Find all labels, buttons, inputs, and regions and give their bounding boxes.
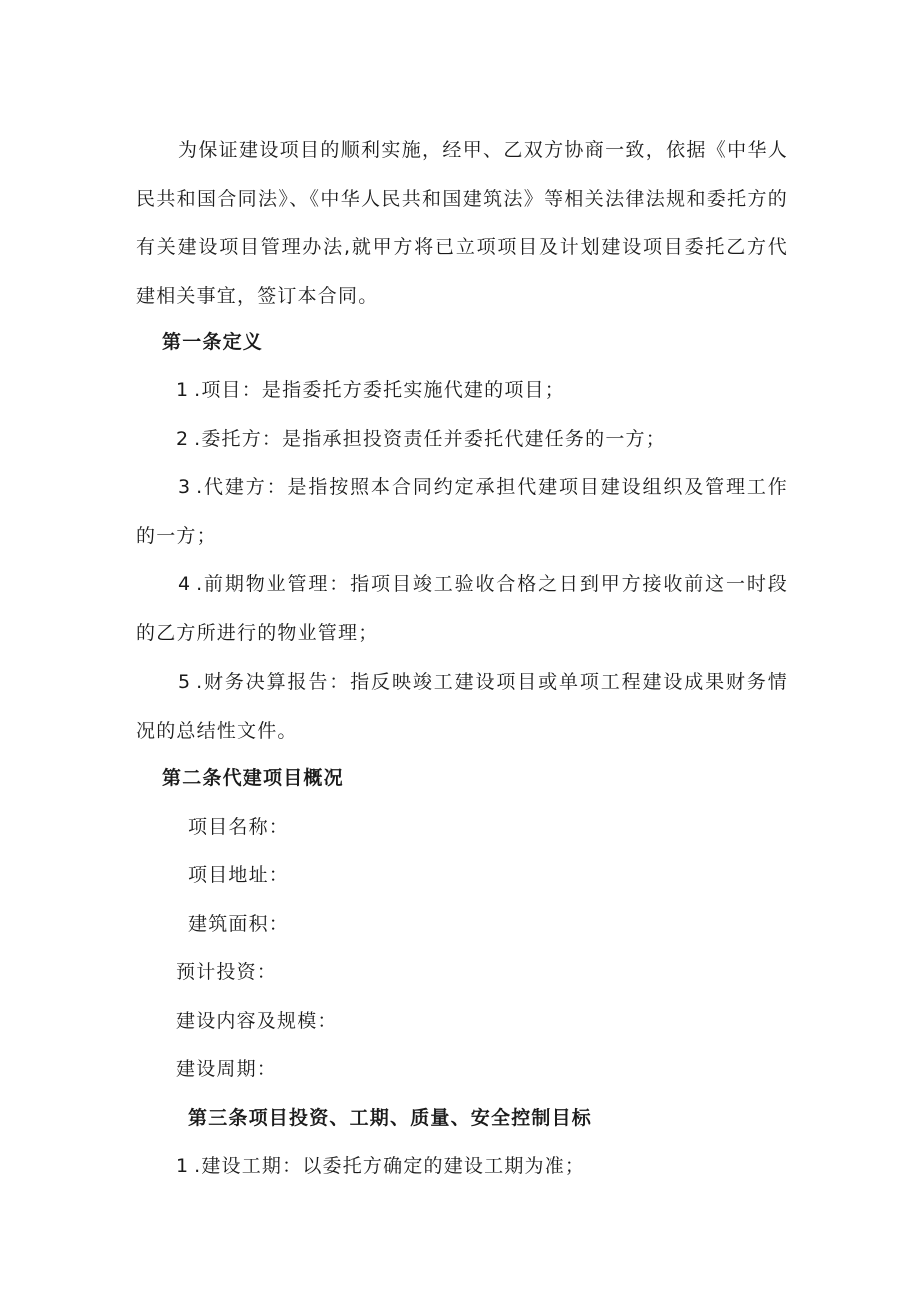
article-3-heading: 第三条项目投资、工期、质量、安全控制目标: [188, 1107, 593, 1129]
item-text: .建设工期：以委托方确定的建设工期为准；: [194, 1155, 586, 1177]
item-number: 1: [176, 1155, 189, 1177]
field-project-address: 项目地址：: [188, 864, 290, 886]
field-construction-scope: 建设内容及规模：: [176, 1010, 338, 1032]
article-1-item-1: [176, 378, 565, 402]
item-number: 3: [178, 476, 191, 498]
article-1-heading: 第一条定义: [162, 331, 264, 353]
item-text: .项目：是指委托方委托实施代建的项目；: [194, 379, 565, 401]
item-number: 2: [176, 428, 189, 450]
field-project-name: 项目名称：: [188, 816, 290, 838]
item-text: .代建方：是指按照本合同约定承担代建项目建设组织及管理工作的一方；: [136, 476, 788, 547]
field-estimated-investment: 预计投资：: [176, 961, 278, 983]
article-2-heading: 第二条代建项目概况: [162, 767, 344, 789]
field-construction-period: 建设周期：: [176, 1058, 278, 1080]
article-3-item-1: [176, 1154, 585, 1178]
field-building-area: 建筑面积：: [188, 913, 290, 935]
article-1-item-2: [176, 427, 666, 451]
article-1-item-4: [136, 560, 788, 657]
item-text: .委托方：是指承担投资责任并委托代建任务的一方；: [194, 428, 666, 450]
item-number: 5: [178, 671, 191, 693]
article-1-item-5: [136, 658, 788, 755]
intro-paragraph: 为保证建设项目的顺利实施，经甲、乙双方协商一致，依据《中华人民共和国合同法》、《中华人民共和国建筑法》等相关法律法规和委托方的有关建设项目管理办法,就甲方将已立项项目及计划建设项目委托乙方代建相关事宜，签订本合同。: [136, 139, 788, 307]
item-number: 1: [176, 379, 189, 401]
item-text: .财务决算报告：指反映竣工建设项目或单项工程建设成果财务情况的总结性文件。: [136, 671, 788, 742]
item-number: 4: [178, 573, 191, 595]
article-1-item-3: [136, 463, 788, 560]
item-text: .前期物业管理：指项目竣工验收合格之日到甲方接收前这一时段的乙方所进行的物业管理；: [136, 573, 788, 644]
